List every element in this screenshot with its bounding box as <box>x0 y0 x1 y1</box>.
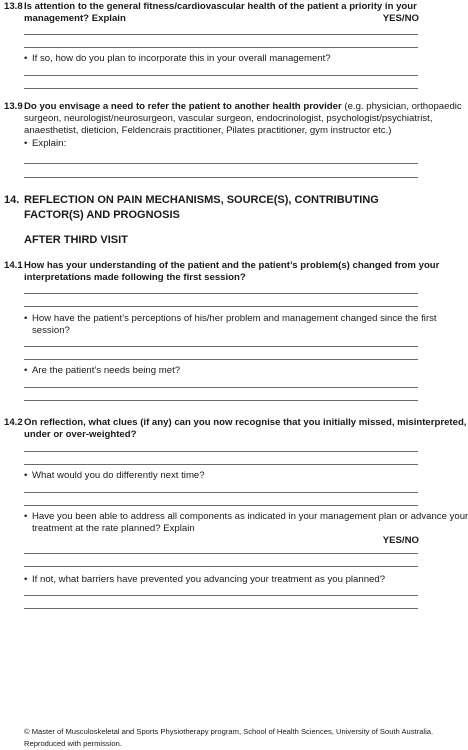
bullet-icon: • <box>24 470 28 481</box>
q13-9-number: 13.9 <box>4 101 23 112</box>
copyright-line2: Reproduced with permission. <box>24 738 122 748</box>
answer-line[interactable] <box>24 47 418 48</box>
answer-line[interactable] <box>24 505 418 506</box>
q14-2-number: 14.2 <box>4 417 23 428</box>
answer-line[interactable] <box>24 346 418 347</box>
q14-1-number: 14.1 <box>4 260 23 271</box>
answer-line[interactable] <box>24 608 418 609</box>
q13-9-question-bold: Do you envisage a need to refer the patient to another health provider <box>24 101 342 112</box>
copyright-footer <box>24 726 433 749</box>
answer-line[interactable] <box>24 359 418 360</box>
answer-line[interactable] <box>24 34 418 35</box>
copyright-line1: © Master of Musculoskeletal and Sports Physiotherapy program, School of Health Sciences, University of South Australia. <box>24 727 434 736</box>
q14-2-question-line2: under or over-weighted? <box>24 429 137 440</box>
answer-line[interactable] <box>24 595 418 596</box>
answer-line[interactable] <box>24 400 418 401</box>
section-14-number: 14. <box>4 194 20 206</box>
answer-line[interactable] <box>24 464 418 465</box>
bullet-icon: • <box>24 138 28 149</box>
q13-9-question-examples: (e.g. physician, orthopaedic <box>341 101 462 112</box>
q13-9-question-line1 <box>24 101 462 113</box>
answer-line[interactable] <box>24 387 418 388</box>
q13-8-number: 13.8 <box>4 1 23 12</box>
bullet-icon: • <box>24 365 28 376</box>
q14-2-yes-no: YES/NO <box>382 535 419 546</box>
answer-line[interactable] <box>24 293 418 294</box>
q14-1-question-line1: How has your understanding of the patient and the patient’s problem(s) changed from your <box>24 260 440 271</box>
answer-line[interactable] <box>24 75 418 76</box>
bullet-icon: • <box>24 53 28 64</box>
answer-line[interactable] <box>24 553 418 554</box>
answer-line[interactable] <box>24 492 418 493</box>
section-14-title-line1: REFLECTION ON PAIN MECHANISMS, SOURCE(S), CONTRIBUTING <box>24 194 379 206</box>
q14-1-subquestion-1-line2: session? <box>32 325 70 336</box>
bullet-icon: • <box>24 511 28 522</box>
answer-line[interactable] <box>24 306 418 307</box>
q14-2-subquestion-2-line2: treatment at the rate planned? Explain <box>32 523 195 534</box>
q13-9-subquestion: Explain: <box>32 138 67 149</box>
answer-line[interactable] <box>24 451 418 452</box>
answer-line[interactable] <box>24 177 418 178</box>
q13-9-question-line2: surgeon, neurologist/neurosurgeon, vascular surgeon, endocrinologist, psychologist/psychiatrist, <box>24 113 433 124</box>
answer-line[interactable] <box>24 163 418 164</box>
q14-1-subquestion-1-line1: How have the patient’s perceptions of his/her problem and management changed since the first <box>32 313 437 324</box>
q13-8-question-line1: Is attention to the general fitness/cardiovascular health of the patient a priority in your <box>24 1 417 12</box>
q14-2-subquestion-1: What would you do differently next time? <box>32 470 205 481</box>
q14-1-subquestion-2: Are the patient’s needs being met? <box>32 365 181 376</box>
q14-2-subquestion-3: If not, what barriers have prevented you advancing your treatment as you planned? <box>32 574 386 585</box>
q13-8-question-line2: management? Explain <box>24 13 126 24</box>
q14-2-question-line1: On reflection, what clues (if any) can you now recognise that you initially missed, misinterpreted, <box>24 417 467 428</box>
answer-line[interactable] <box>24 566 418 567</box>
q13-8-yes-no: YES/NO <box>382 13 419 24</box>
section-14-subtitle: AFTER THIRD VISIT <box>24 234 128 246</box>
section-14-title-line2: FACTOR(S) AND PROGNOSIS <box>24 209 180 221</box>
bullet-icon: • <box>24 574 28 585</box>
q13-9-question-line3: anaesthetist, dieticion, Feldencrais practitioner, Pilates practitioner, gym instructor etc.) <box>24 125 392 136</box>
q14-2-subquestion-2-line1: Have you been able to address all components as indicated in your management plan or advance your <box>32 511 468 522</box>
answer-line[interactable] <box>24 88 418 89</box>
bullet-icon: • <box>24 313 28 324</box>
q13-8-subquestion: If so, how do you plan to incorporate this in your overall management? <box>32 53 331 64</box>
q14-1-question-line2: interpretations made following the first session? <box>24 272 246 283</box>
